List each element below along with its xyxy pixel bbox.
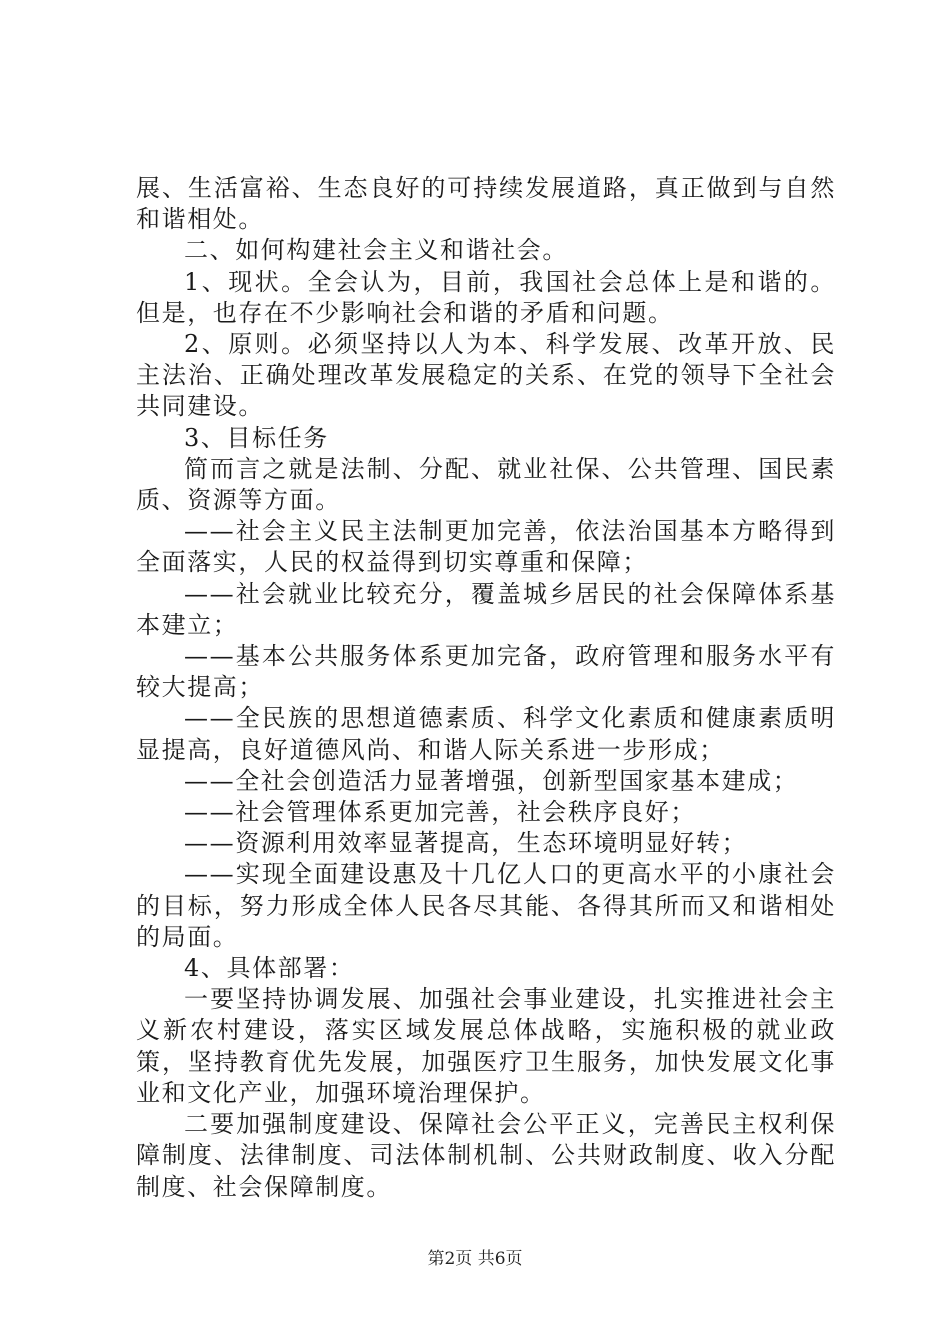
goal-item-legal: ——社会主义民主法制更加完善，依法治国基本方略得到全面落实，人民的权益得到切实尊重和保障； [136,517,836,577]
subheading-goals: 3、目标任务 [184,423,329,452]
paragraph-status: 1、现状。全会认为，目前，我国社会总体上是和谐的。但是，也存在不少影响社会和谐的矛盾和问题。 [136,267,836,327]
goal-item-morality: ——全民族的思想道德素质、科学文化素质和健康素质明显提高，良好道德风尚、和谐人际关系进一步形成； [136,704,836,764]
subheading-deployment: 4、具体部署： [184,954,355,983]
page-number-footer: 第2页 共6页 [427,1249,523,1269]
goal-item-environment: ——资源利用效率显著提高，生态环境明显好转； [184,829,748,858]
goal-item-management: ——社会管理体系更加完善，社会秩序良好； [184,798,696,827]
paragraph-principle: 2、原则。必须坚持以人为本、科学发展、改革开放、民主法治、正确处理改革发展稳定的关系、在党的领导下全社会共同建设。 [136,330,836,421]
document-body [136,173,836,1203]
paragraph-continuation: 展、生活富裕、生态良好的可持续发展道路，真正做到与自然和谐相处。 [136,174,836,234]
goal-item-employment: ——社会就业比较充分，覆盖城乡居民的社会保障体系基本建立； [136,579,836,639]
goal-item-innovation: ——全社会创造活力显著增强，创新型国家基本建成； [184,766,799,795]
section-heading-2: 二、如何构建社会主义和谐社会。 [184,236,568,265]
paragraph-summary: 简而言之就是法制、分配、就业社保、公共管理、国民素质、资源等方面。 [136,454,836,515]
goal-item-public-service: ——基本公共服务体系更加完备，政府管理和服务水平有较大提高； [136,642,836,702]
goal-item-xiaokang: ——实现全面建设惠及十几亿人口的更高水平的小康社会的目标，努力形成全体人民各尽其能、各得其所而又和谐相处的局面。 [136,860,836,951]
paragraph-deployment-1: 一要坚持协调发展、加强社会事业建设，扎实推进社会主义新农村建设，落实区域发展总体战略，实施积极的就业政策，坚持教育优先发展，加强医疗卫生服务，加快发展文化事业和文化产业，加强环境治理保护。 [136,985,836,1107]
paragraph-deployment-2: 二要加强制度建设、保障社会公平正义，完善民主权利保障制度、法律制度、司法体制机制、公共财政制度、收入分配制度、社会保障制度。 [136,1110,836,1201]
